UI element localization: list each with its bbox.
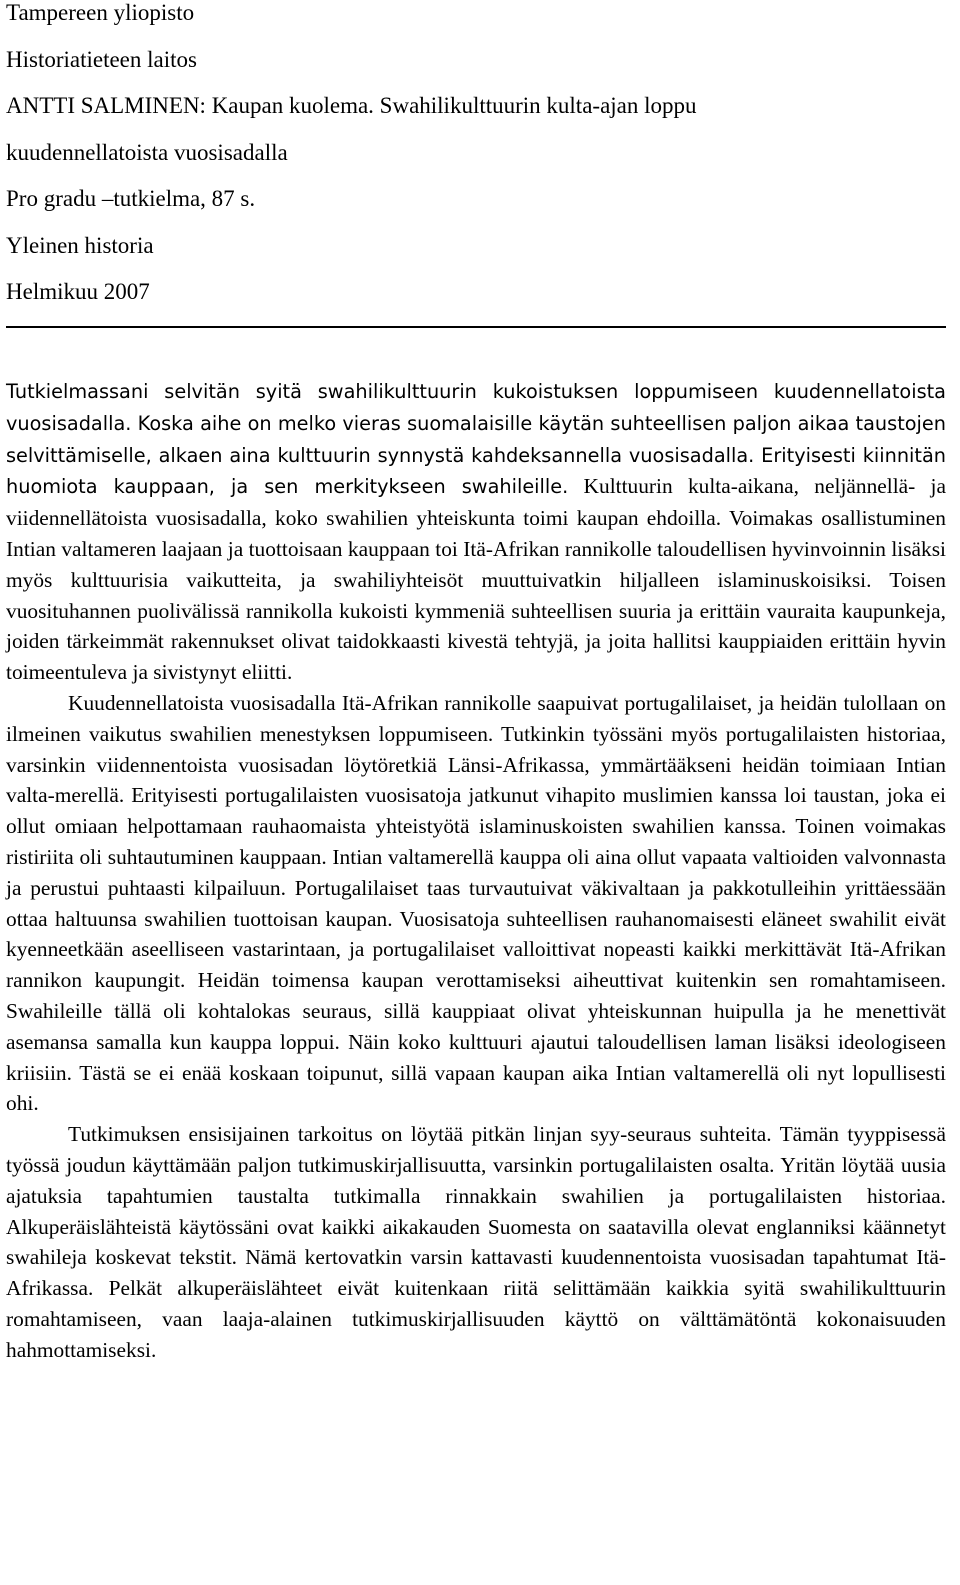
abstract-paragraph-2: Kuudennellatoista vuosisadalla Itä-Afrikan rannikolle saapuivat portugalilaiset, ja heidän tulollaan on ilmeinen vaikutus swahilien menestyksen loppumiseen. Tutkinkin työssäni myös portugalilaisten historiaa, varsinkin viidennentoista vuosisadan löytöretkiä Länsi-Afrikassa, ymmärtääkseni heidän toimiaan Intian valta-merellä. Erityisesti portugalilaisten vuosisatoja jatkunut vihapito muslimien kanssa loi taustan, joka ei ollut omiaan helpottamaan rauhaomaista yhteistyötä islaminuskoisten swahilien kanssa. Toinen voimakas ristiriita oli suhtautuminen kauppaan. Intian valtamerellä kauppa oli aina ollut vapaata valtioiden valvonnasta ja perustui puhtaasti kilpailuun. Portugalilaiset taas turvautuivat väkivaltaan ja pakkotulleihin yrittäessään ottaa haltuunsa swahilien tuottoisan kaupan. Vuosisatoja suhteellisen rauhanomaisesti eläneet swahilit eivät kyenneetkään aseelliseen vastarintaan, ja portugalilaiset valloittivat nopeasti kaikki merkittävät Itä-Afrikan rannikon kaupungit. Heidän toimensa kaupan verottamiseksi aiheuttivat kuitenkin sen romahtamiseen. Swahileille tällä oli kohtalokas seuraus, sillä kauppiaat olivat yhteiskunnan huipulla ja he menettivät asemansa samalla kun kauppa loppui. Näin koko kulttuuri ajautui taloudellisen laman lisäksi ideologiseen kriisiin. Tästä se ei enää koskaan toipunut, sillä vapaan kaupan aika Intian valtamerellä oli nyt lopullisesti ohi. [6,690,946,1116]
department-name: Historiatieteen laitos [6,46,197,72]
abstract-paragraph-1-serif: Kulttuurin kulta-aikana, neljännellä- ja viidennellätoista vuosisadalla, koko swahilien yhteiskunta toimi kaupan ehdoilla. Voimakas osallistuminen Intian valtameren laajaan ja tuottoisaan kauppaan toi Itä-Afrikan rannikolle taloudellisen hyvinvoinnin lisäksi myös kulttuurisia vaikutteita, ja swahiliyhteisöt muuttuivatkin hiljalleen islaminuskoisiksi. Toisen vuosituhannen puolivälissä rannikolla kukoisti kymmeniä suhteellisen suuria ja erittäin vauraita kaupunkeja, joiden tärkeimmät rakennukset olivat taidokkaasti kivestä tehtyjä, ja joita hallitsi kauppiaiden erittäin hyvin toimeentuleva ja sivistynyt eliitti. [6,474,946,685]
thesis-title-line-2: kuudennellatoista vuosisadalla [6,139,288,165]
subject: Yleinen historia [6,232,154,258]
abstract [6,376,946,1366]
university-name: Tampereen yliopisto [6,0,195,25]
thesis-info: Pro gradu –tutkielma, 87 s. [6,186,256,211]
thesis-title-line-1: ANTTI SALMINEN: Kaupan kuolema. Swahilikulttuurin kulta-ajan loppu [6,93,697,118]
abstract-paragraph-1-sans: Tutkielmassani selvitän syitä swahilikulttuurin kukoistuksen loppumiseen kuudennellatoista vuosisadalla. Koska aihe on melko vieras suomalaisille käytän suhteellisen paljon aikaa taustojen selvittämiselle, alkaen aina kulttuurin synnystä kahdeksannella vuosisadalla. Erityisesti kiinnitän huomiota kauppaan, ja sen merkitykseen swahileille. [6,380,946,499]
horizontal-rule [6,326,946,328]
date: Helmikuu 2007 [6,279,150,304]
abstract-paragraph-3: Tutkimuksen ensisijainen tarkoitus on löytää pitkän linjan syy-seuraus suhteita. Tämän tyyppisessä työssä joudun käyttämään paljon tutkimuskirjallisuutta, varsinkin portugalilaisten osalta. Yritän löytää uusia ajatuksia tapahtumien taustalta tutkimalla rinnakkain swahilien ja portugalilaisten historiaa. Alkuperäislähteistä käytössäni ovat kaikki aikakauden Suomesta on saatavilla olevat englanniksi käännetyt swahileja koskevat tekstit. Nämä kertovatkin varsin kattavasti kuudennentoista vuosisadan tapahtumat Itä-Afrikassa. Pelkät alkuperäislähteet eivät kuitenkaan riitä selittämään kaikkia syitä swahilikulttuurin romahtamiseen, vaan laaja-alainen tutkimuskirjallisuuden käyttö on välttämätöntä kokonaisuuden hahmottamiseksi. [6,1122,946,1362]
abstract-paragraph-1 [6,376,946,688]
document-page [6,0,946,1362]
document-header [6,0,946,316]
